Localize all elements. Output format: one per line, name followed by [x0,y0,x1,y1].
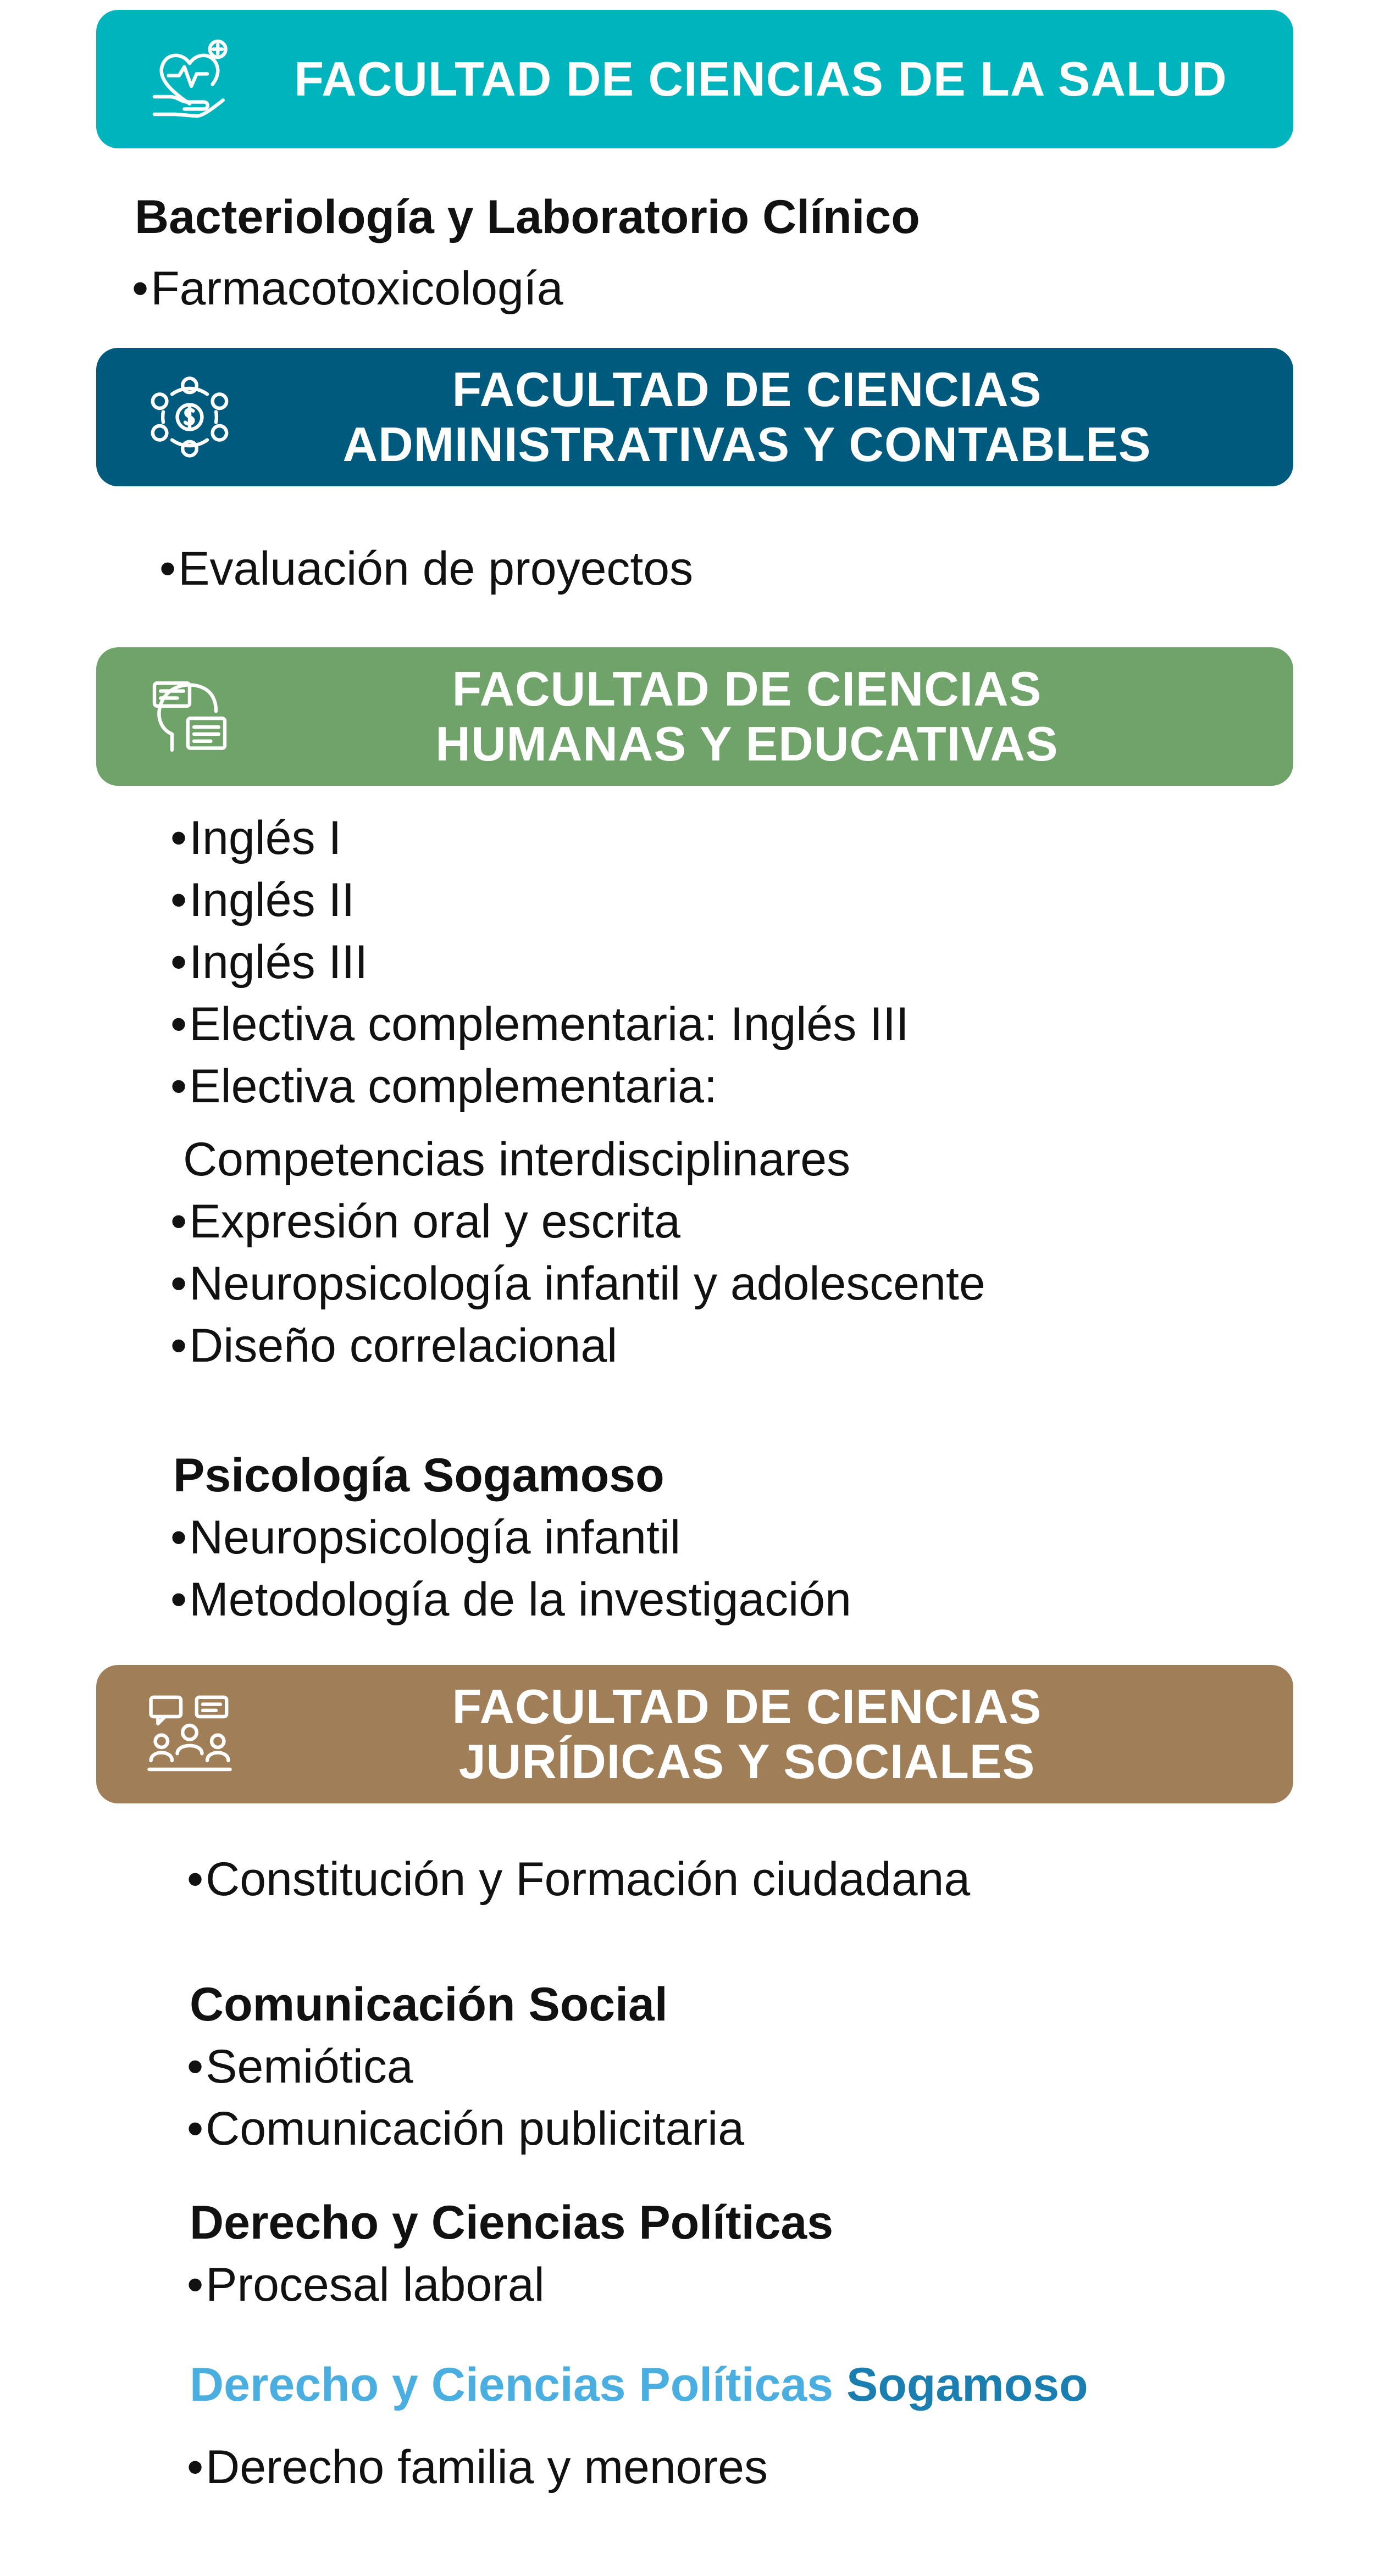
finance-network-icon [146,373,234,461]
faculty-title-line: FACULTAD DE CIENCIAS [452,1679,1042,1734]
list-item: • Neuropsicología infantil [170,1510,680,1565]
list-item: • Semiótica [187,2039,413,2094]
list-item: • Farmacotoxicología [132,261,563,316]
program-location: Sogamoso [846,2358,1088,2411]
program-heading: Derecho y Ciencias Políticas [190,2196,834,2249]
list-item: • Inglés I [170,810,341,865]
faculty-title-line: JURÍDICAS Y SOCIALES [458,1734,1035,1789]
list-item: • Comunicación publicitaria [187,2101,744,2156]
list-item: • Diseño correlacional [170,1318,617,1373]
faculty-title-line: FACULTAD DE CIENCIAS [452,662,1042,716]
list-item: • Derecho familia y menores [187,2440,768,2495]
list-item: • Electiva complementaria: [170,1059,717,1114]
list-item: • Inglés II [170,873,355,928]
faculty-banner-juridicas [96,1665,1293,1803]
faculty-banner-administrativas [96,348,1293,486]
program-heading: Comunicación Social [190,1978,668,2031]
faculty-title-line: ADMINISTRATIVAS Y CONTABLES [342,417,1151,471]
list-item: • Constitución y Formación ciudadana [187,1852,970,1907]
list-item: • Metodología de la investigación [170,1572,851,1627]
list-item: • Expresión oral y escrita [170,1194,680,1249]
program-heading: Psicología Sogamoso [173,1449,664,1502]
faculty-banner-humanas [96,647,1293,786]
faculty-title-line: FACULTAD DE CIENCIAS DE LA SALUD [294,52,1227,106]
faculty-banner-salud [96,10,1293,148]
head-documents-icon [146,673,234,760]
list-item: • Inglés III [170,935,368,990]
program-name: Derecho y Ciencias Políticas [190,2358,834,2411]
list-item-continuation: Competencias interdisciplinares [183,1133,851,1186]
faculty-title-line: FACULTAD DE CIENCIAS [452,362,1042,417]
program-heading: Bacteriología y Laboratorio Clínico [135,191,920,243]
list-item: • Neuropsicología infantil y adolescente [170,1256,985,1311]
faculty-title-line: HUMANAS Y EDUCATIVAS [435,717,1059,771]
list-item: • Evaluación de proyectos [159,541,693,596]
list-item: • Electiva complementaria: Inglés III [170,997,909,1052]
program-heading-sogamoso [190,2357,1088,2412]
list-item: • Procesal laboral [187,2257,545,2312]
people-discussion-icon [146,1690,234,1778]
heart-hand-icon [146,35,234,123]
